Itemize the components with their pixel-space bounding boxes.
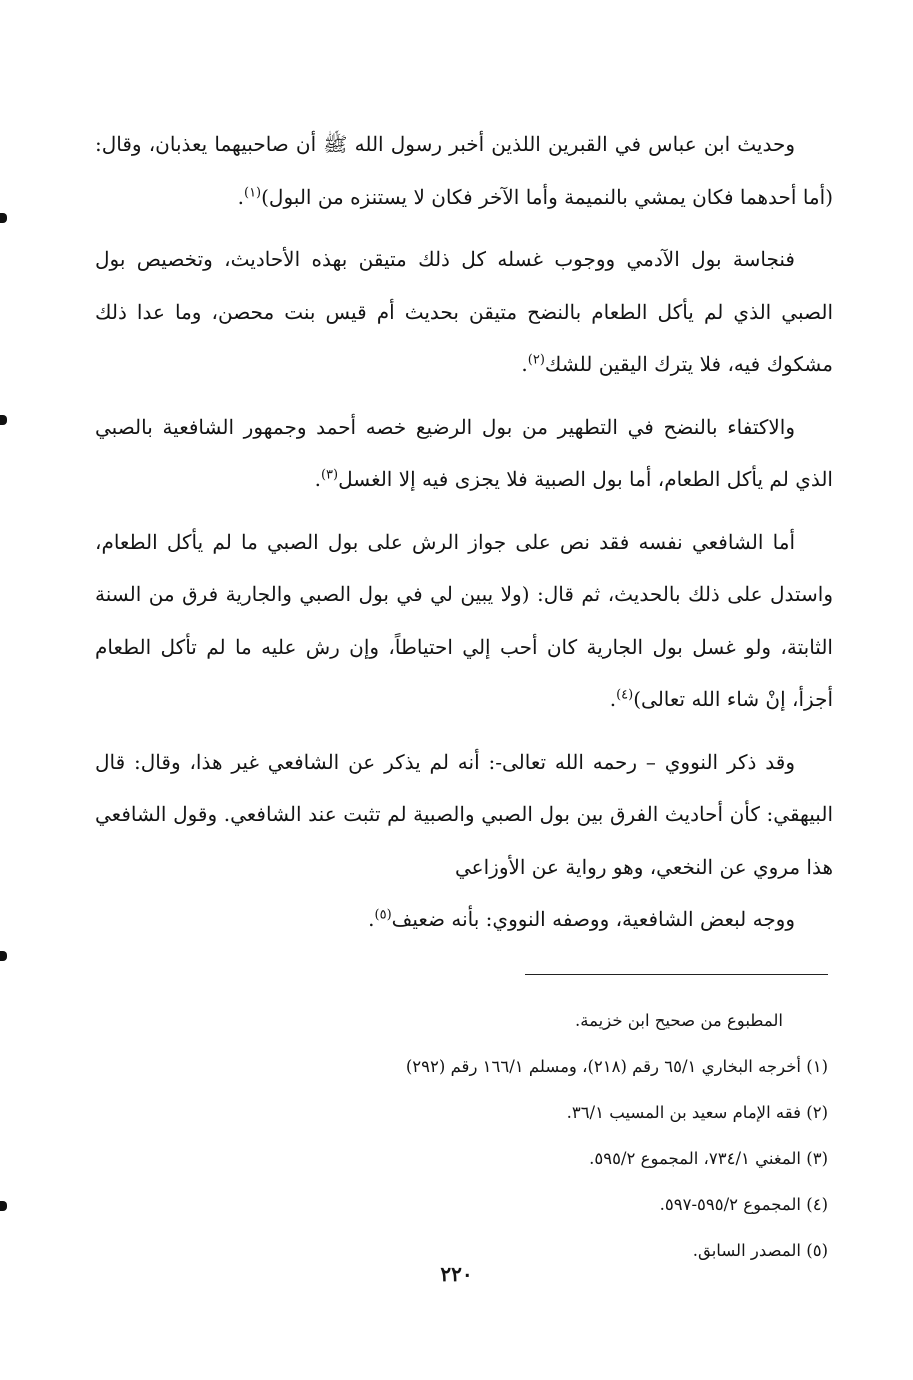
paragraph-1 — [95, 118, 833, 223]
paragraph-5 — [95, 736, 833, 894]
footnote-reference: (٤) — [616, 687, 634, 703]
paragraph-text: وحديث ابن عباس في القبرين اللذين أخبر رسول الله ﷺ أن صاحبيهما يعذبان، وقال: (أما أحدهما فكان يمشي بالنميمة وأما الآخر فكان لا يستنزه من البول) — [95, 132, 833, 209]
footnote-reference: (٢) — [527, 352, 545, 368]
paragraph-text: أما الشافعي نفسه فقد نص على جواز الرش على بول الصبي ما لم يأكل الطعام، واستدل على ذلك بالحديث، ثم قال: (ولا يبين لي في بول الصبي والجارية فرق من السنة الثابتة، ولو غسل بول الجارية كان أحب إلي احتياطاً، وإن رش عليه ما لم تأكل الطعام أجزأ، إنْ شاء الله تعالى) — [95, 529, 833, 711]
scan-edge-mark — [0, 1201, 7, 1211]
paragraph-end: . — [368, 907, 375, 931]
footnote-reference: (٣) — [320, 467, 339, 483]
footnote-separator — [525, 974, 828, 975]
paragraph-text: وقد ذكر النووي – رحمه الله تعالى-: أنه لم يذكر عن الشافعي غير هذا، وقال: قال البيهقي: كأن أحاديث الفرق بين بول الصبي والصبية لم تثبت عند الشافعي. وقول الشافعي هذا مروي عن النخعي، وهو رواية عن الأوزاعي — [95, 749, 833, 879]
paragraph-end: . — [521, 352, 528, 376]
footnote-reference: (١) — [243, 184, 262, 200]
paragraph-4 — [95, 516, 833, 726]
footnote-5: (٥) المصدر السابق. — [692, 1241, 828, 1260]
scan-edge-mark — [0, 213, 7, 223]
paragraph-6 — [95, 893, 833, 946]
main-text — [95, 118, 833, 956]
footnote-3: (٣) المغني ٧٣٤/١، المجموع ٥٩٥/٢. — [589, 1149, 828, 1168]
footnote-2: (٢) فقه الإمام سعيد بن المسيب ٣٦/١. — [566, 1103, 828, 1122]
footnote-reference: (٥) — [374, 907, 392, 923]
scan-edge-mark — [0, 415, 7, 425]
footnote-1: (١) أخرجه البخاري ٦٥/١ رقم (٢١٨)، ومسلم ١٦٦/١ رقم (٢٩٢) — [405, 1057, 828, 1076]
page-number: ٢٢٠ — [440, 1262, 473, 1286]
paragraph-text: والاكتفاء بالنضح في التطهير من بول الرضيع خصه أحمد وجمهور الشافعية بالصبي الذي لم يأكل الطعام، أما بول الصبية فلا يجزى فيه إلا الغسل — [95, 414, 833, 491]
footnote-4: (٤) المجموع ٥٩٥/٢-٥٩٧. — [659, 1195, 828, 1214]
paragraph-end: . — [237, 184, 244, 209]
paragraph-end: . — [609, 687, 617, 711]
paragraph-text: فنجاسة بول الآدمي ووجوب غسله كل ذلك متيقن بهذه الأحاديث، وتخصيص بول الصبي الذي لم يأكل الطعام بالنضح متيقن بحديث أم قيس بنت محصن، وما عدا ذلك مشكوك فيه، فلا يترك اليقين للشك — [95, 247, 833, 376]
paragraph-2 — [95, 233, 833, 391]
paragraph-end: . — [314, 467, 321, 491]
scan-edge-mark — [0, 951, 7, 961]
footnotes — [95, 998, 828, 1274]
paragraph-3 — [95, 401, 833, 506]
footnote-continuation: المطبوع من صحيح ابن خزيمة. — [575, 1011, 783, 1030]
paragraph-text: ووجه لبعض الشافعية، ووصفه النووي: بأنه ضعيف — [391, 907, 795, 931]
